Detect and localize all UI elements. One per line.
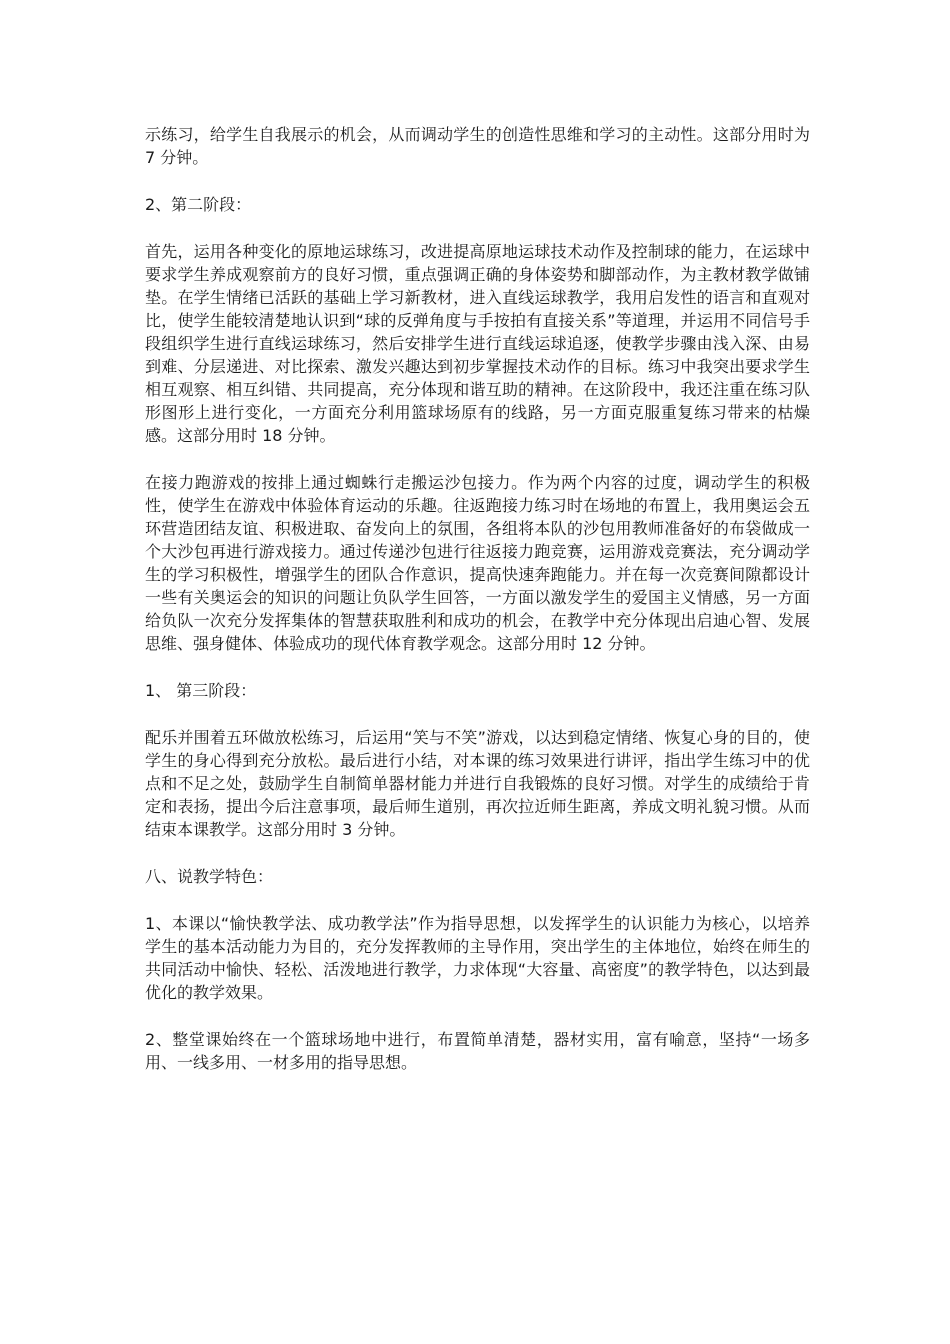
document-page (145, 123, 810, 1098)
heading-stage3: 1、 第三阶段： (145, 681, 257, 700)
heading-teaching-features: 八、说教学特色： (145, 867, 274, 886)
heading-stage2: 2、第二阶段： (145, 195, 252, 214)
paragraph-stage3: 配乐并围着五环做放松练习，后运用“笑与不笑”游戏，以达到稳定情绪、恢复心身的目的，使学生的身心得到充分放松。最后进行小结，对本课的练习效果进行讲评，指出学生练习中的优点和不足之处，鼓励学生自制简单器材能力并进行自我锻炼的良好习惯。对学生的成绩给于肯定和表扬，提出今后注意事项，最后师生道别，再次拉近师生距离，养成文明礼貌习惯。从而结束本课教学。这部分用时 3 分钟。 (145, 728, 810, 839)
paragraph-stage2-dribbling: 首先，运用各种变化的原地运球练习，改进提高原地运球技术动作及控制球的能力，在运球中要求学生养成观察前方的良好习惯，重点强调正确的身体姿势和脚部动作，为主教材教学做铺垫。在学生情绪已活跃的基础上学习新教材，进入直线运球教学，我用启发性的语言和直观对比，使学生能较清楚地认识到“球的反弹角度与手按拍有直接关系”等道理，并运用不同信号手段组织学生进行直线运球练习，然后安排学生进行直线运球追逐，使教学步骤由浅入深、由易到难、分层递进、对比探索、激发兴趣达到初步掌握技术动作的目标。练习中我突出要求学生相互观察、相互纠错、共同提高，充分体现和谐互助的精神。在这阶段中，我还注重在练习队形图形上进行变化，一方面充分利用篮球场原有的线路，另一方面克服重复练习带来的枯燥感。这部分用时 18 分钟。 (145, 242, 810, 445)
paragraph-feature-2: 2、整堂课始终在一个篮球场地中进行，布置简单清楚，器材实用，富有喻意，坚持“一场多用、一线多用、一材多用的指导思想。 (145, 1030, 810, 1072)
paragraph-stage2-relay: 在接力跑游戏的按排上通过蜘蛛行走搬运沙包接力。作为两个内容的过度，调动学生的积极性，使学生在游戏中体验体育运动的乐趣。往返跑接力练习时在场地的布置上，我用奥运会五环营造团结友谊、积极进取、奋发向上的氛围，各组将本队的沙包用教师准备好的布袋做成一个大沙包再进行游戏接力。通过传递沙包进行往返接力跑竞赛，运用游戏竞赛法，充分调动学生的学习积极性，增强学生的团队合作意识，提高快速奔跑能力。并在每一次竞赛间隙都设计一些有关奥运会的知识的问题让负队学生回答，一方面以激发学生的爱国主义情感，另一方面给负队一次充分发挥集体的智慧获取胜利和成功的机会，在教学中充分体现出启迪心智、发展思维、强身健体、体验成功的现代体育教学观念。这部分用时 12 分钟。 (145, 473, 810, 653)
paragraph-stage1-end: 示练习，给学生自我展示的机会，从而调动学生的创造性思维和学习的主动性。这部分用时为 7 分钟。 (145, 125, 810, 167)
paragraph-feature-1: 1、本课以“愉快教学法、成功教学法”作为指导思想，以发挥学生的认识能力为核心，以培养学生的基本活动能力为目的，充分发挥教师的主导作用，突出学生的主体地位，始终在师生的共同活动中愉快、轻松、活泼地进行教学，力求体现“大容量、高密度”的教学特色，以达到最优化的教学效果。 (145, 914, 810, 1002)
